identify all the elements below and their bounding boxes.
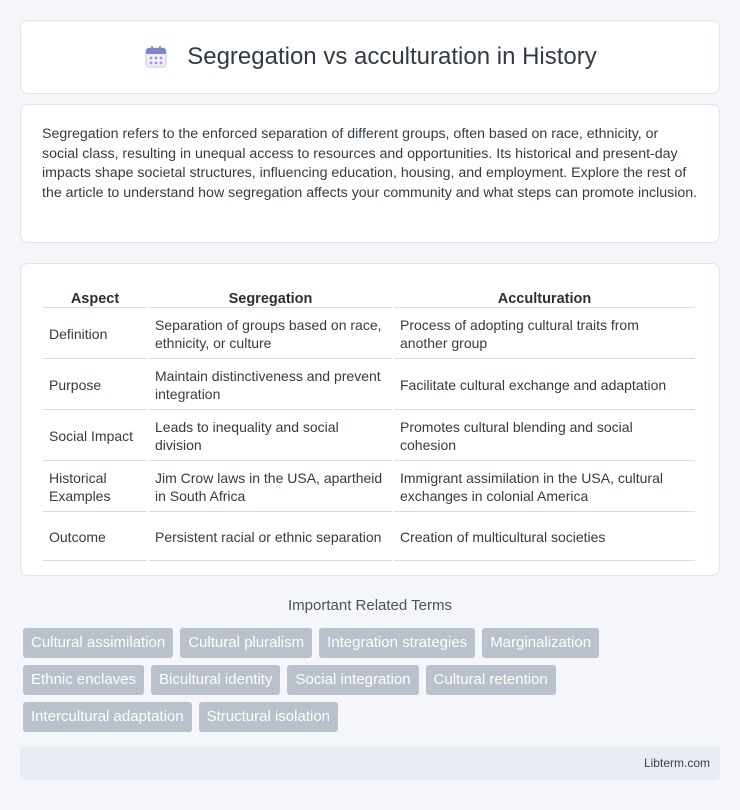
related-terms-title: Important Related Terms (288, 597, 452, 614)
table-row (43, 514, 695, 561)
row-acculturation: Creation of multicultural societies (394, 514, 695, 561)
term-tag[interactable]: Bicultural identity (151, 665, 280, 695)
row-segregation: Persistent racial or ethnic separation (149, 514, 392, 561)
intro-card (20, 104, 720, 243)
header-aspect: Aspect (43, 286, 147, 308)
footer (20, 746, 720, 780)
title-wrap (143, 43, 597, 71)
term-tag[interactable]: Cultural assimilation (23, 628, 173, 658)
term-tag[interactable]: Intercultural adaptation (23, 702, 192, 732)
term-tag[interactable]: Structural isolation (199, 702, 338, 732)
row-aspect: Purpose (43, 361, 147, 410)
row-segregation: Separation of groups based on race, ethnicity, or culture (149, 310, 392, 359)
table-row (43, 361, 695, 410)
header-segregation: Segregation (149, 286, 392, 308)
comparison-card (20, 263, 720, 576)
term-tag[interactable]: Social integration (287, 665, 418, 695)
row-acculturation: Promotes cultural blending and social cohesion (394, 412, 695, 461)
table-row (43, 412, 695, 461)
row-aspect: Social Impact (43, 412, 147, 461)
comparison-table (41, 284, 697, 563)
row-segregation: Jim Crow laws in the USA, apartheid in South Africa (149, 463, 392, 512)
related-terms-list (23, 628, 723, 732)
table-row (43, 463, 695, 512)
row-segregation: Maintain distinctiveness and prevent integration (149, 361, 392, 410)
table-header-row (43, 286, 695, 308)
row-aspect: Historical Examples (43, 463, 147, 512)
term-tag[interactable]: Cultural retention (426, 665, 556, 695)
term-tag[interactable]: Cultural pluralism (180, 628, 312, 658)
row-segregation: Leads to inequality and social division (149, 412, 392, 461)
row-aspect: Outcome (43, 514, 147, 561)
row-aspect: Definition (43, 310, 147, 359)
term-tag[interactable]: Marginalization (482, 628, 599, 658)
term-tag[interactable]: Integration strategies (319, 628, 475, 658)
header-acculturation: Acculturation (394, 286, 695, 308)
row-acculturation: Immigrant assimilation in the USA, cultural exchanges in colonial America (394, 463, 695, 512)
intro-text: Segregation refers to the enforced separation of different groups, often based on race, ethnicity, or social class, resulting in unequal access to resources and opportunities. Its historical and present-day impacts shape societal structures, influencing education, housing, and employment. Explore the rest of the article to understand how segregation affects your community and what steps can promote inclusion. (42, 126, 698, 201)
page-title: Segregation vs acculturation in History (187, 43, 597, 70)
calendar-icon (143, 44, 169, 70)
title-card (20, 20, 720, 94)
row-acculturation: Process of adopting cultural traits from another group (394, 310, 695, 359)
term-tag[interactable]: Ethnic enclaves (23, 665, 144, 695)
table-row (43, 310, 695, 359)
footer-site-link[interactable]: Libterm.com (643, 756, 710, 770)
row-acculturation: Facilitate cultural exchange and adaptation (394, 361, 695, 410)
